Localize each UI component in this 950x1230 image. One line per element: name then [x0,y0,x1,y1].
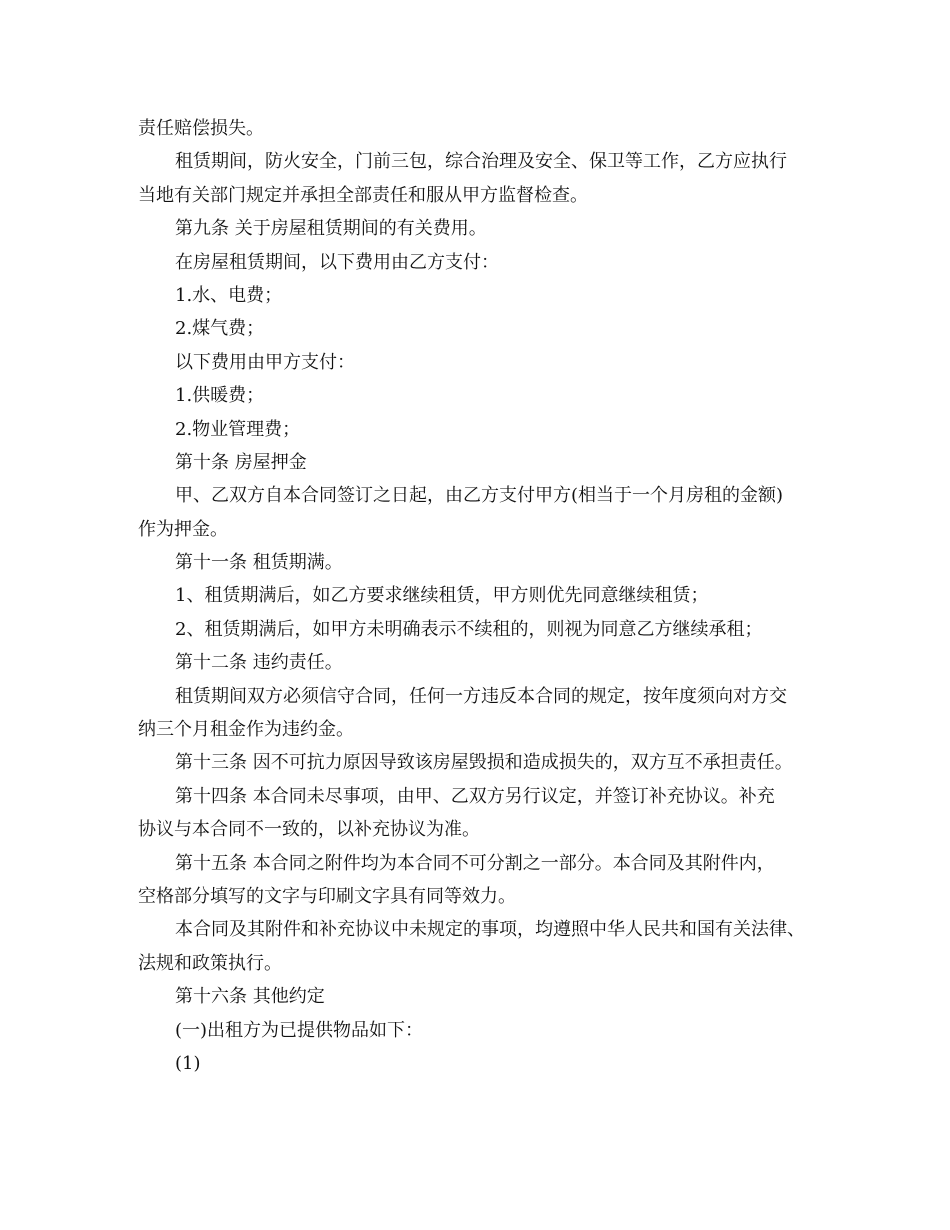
document-line: 第十二条 违约责任。 [175,652,343,674]
document-line: 当地有关部门规定并承担全部责任和服从甲方监督检查。 [138,184,588,206]
document-line: (一)出租方为已提供物品如下： [175,1019,424,1041]
document-line: 责任赔偿损失。 [138,118,264,139]
document-body [138,112,818,1080]
document-line: 租赁期间双方必须信守合同，任何一方违反本合同的规定，按年度须向对方交 [175,685,787,707]
document-line: 第十一条 租赁期满。 [175,552,343,574]
document-line: 2.物业管理费； [175,418,301,440]
document-line: (1) [175,1052,201,1074]
document-line: 1.水、电费； [175,284,283,306]
document-line: 第十四条 本合同未尽事项，由甲、乙双方另行议定，并签订补充协议。补充 [175,785,775,807]
document-line: 租赁期间，防火安全，门前三包，综合治理及安全、保卫等工作，乙方应执行 [175,151,787,173]
document-line: 甲、乙双方自本合同签订之日起，由乙方支付甲方(相当于一个月房租的金额) [175,485,784,507]
document-line: 2.煤气费； [175,318,265,340]
document-line: 1.供暖费； [175,385,265,407]
document-line: 2、租赁期满后，如甲方未明确表示不续租的，则视为同意乙方继续承租； [175,618,763,640]
document-line: 协议与本合同不一致的，以补充协议为准。 [138,819,480,841]
document-line: 以下费用由甲方支付： [175,351,355,373]
document-line: 第十五条 本合同之附件均为本合同不可分割之一部分。本合同及其附件内， [175,852,775,874]
document-line: 本合同及其附件和补充协议中未规定的事项，均遵照中华人民共和国有关法律、 [175,919,805,941]
document-line: 第九条 关于房屋租赁期间的有关费用。 [175,218,487,240]
document-line: 在房屋租赁期间，以下费用由乙方支付： [175,251,499,273]
document-line: 作为押金。 [138,518,228,540]
document-line: 第十六条 其他约定 [175,986,325,1008]
document-line: 纳三个月租金作为违约金。 [138,719,354,741]
document-line: 法规和政策执行。 [138,952,282,974]
document-line: 第十条 房屋押金 [175,451,307,473]
document-line: 空格部分填写的文字与印刷文字具有同等效力。 [138,885,516,907]
document-line: 第十三条 因不可抗力原因导致该房屋毁损和造成损失的，双方互不承担责任。 [175,752,793,774]
document-line: 1、租赁期满后，如乙方要求继续租赁，甲方则优先同意继续租赁； [175,585,709,607]
